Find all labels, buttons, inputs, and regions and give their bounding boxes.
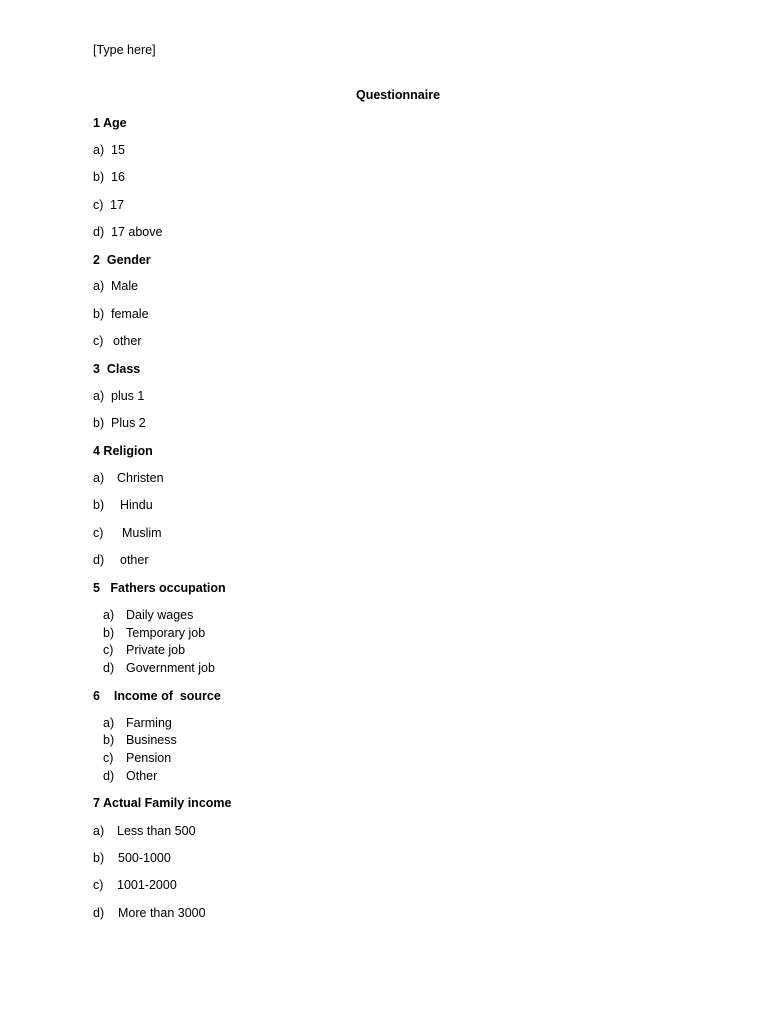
option-marker: c): [93, 878, 104, 892]
option-text: Plus 2: [111, 416, 146, 430]
option-marker: a): [93, 824, 105, 838]
option-text: 17 above: [111, 225, 163, 239]
option-marker: c): [93, 198, 104, 212]
option-marker: b): [103, 733, 115, 747]
option-text: Hindu: [120, 498, 153, 512]
option-marker: b): [93, 498, 105, 512]
question-title: 6 Income of source: [93, 689, 221, 703]
option-marker: b): [93, 307, 105, 321]
option-text: Pension: [126, 751, 172, 765]
option-marker: c): [93, 526, 104, 540]
option-text: Business: [126, 733, 177, 747]
option-text: plus 1: [111, 389, 145, 403]
option-marker: d): [93, 225, 105, 239]
option-text: 17: [110, 198, 124, 212]
option-text: Male: [111, 279, 139, 293]
document-title: Questionnaire: [356, 88, 441, 102]
option-text: Private job: [126, 643, 186, 657]
option-text: 15: [111, 143, 125, 157]
option-text: Temporary job: [126, 626, 206, 640]
question-title: 7 Actual Family income: [93, 796, 232, 810]
option-text: Less than 500: [117, 824, 196, 838]
option-text: Farming: [126, 716, 172, 730]
option-text: Other: [126, 769, 158, 783]
option-text: Daily wages: [126, 608, 194, 622]
question-title: 5 Fathers occupation: [93, 581, 226, 595]
option-marker: d): [103, 769, 115, 783]
option-marker: b): [93, 170, 105, 184]
question-title: 3 Class: [93, 362, 141, 376]
option-marker: c): [103, 643, 114, 657]
option-text: More than 3000: [118, 906, 206, 920]
question-title: 4 Religion: [93, 444, 153, 458]
option-text: 16: [111, 170, 125, 184]
option-marker: d): [103, 661, 115, 675]
question-title: 1 Age: [93, 116, 127, 130]
option-text: other: [120, 553, 149, 567]
option-marker: a): [103, 716, 115, 730]
option-marker: b): [93, 416, 105, 430]
option-marker: a): [93, 389, 105, 403]
option-text: Government job: [126, 661, 215, 675]
option-marker: a): [93, 471, 105, 485]
option-marker: d): [93, 553, 105, 567]
option-marker: d): [93, 906, 105, 920]
option-marker: c): [103, 751, 114, 765]
option-text: other: [113, 334, 142, 348]
option-marker: b): [93, 851, 105, 865]
option-marker: a): [103, 608, 115, 622]
option-marker: b): [103, 626, 115, 640]
option-text: Christen: [117, 471, 164, 485]
header-placeholder[interactable]: [Type here]: [93, 43, 156, 57]
option-text: female: [111, 307, 149, 321]
option-marker: a): [93, 143, 105, 157]
option-marker: c): [93, 334, 104, 348]
option-marker: a): [93, 279, 105, 293]
option-text: 1001-2000: [117, 878, 177, 892]
option-text: 500-1000: [118, 851, 171, 865]
option-text: Muslim: [122, 526, 162, 540]
question-title: 2 Gender: [93, 253, 151, 267]
